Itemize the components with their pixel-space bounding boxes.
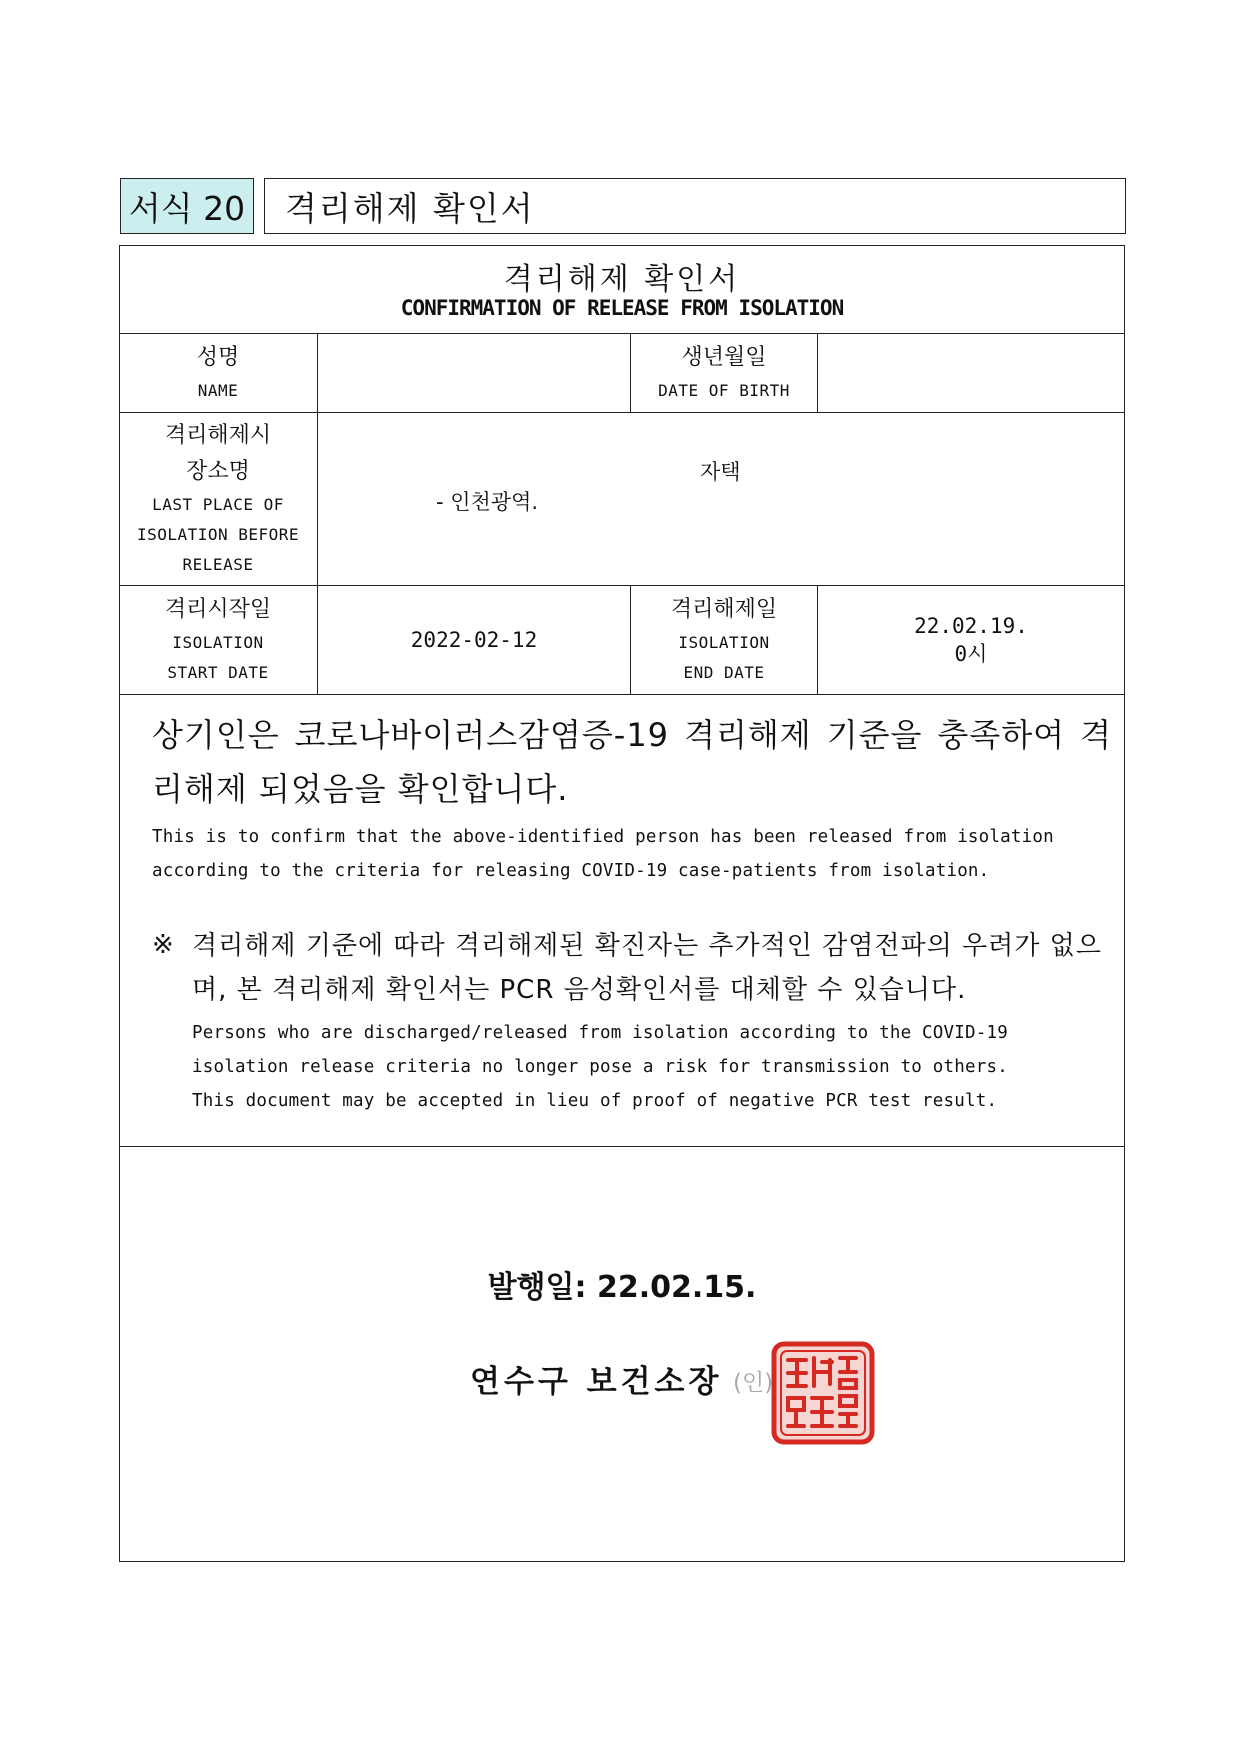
start-label-ko: 격리시작일 bbox=[164, 597, 272, 622]
start-label-en-1: ISOLATION bbox=[172, 633, 264, 652]
name-label-cell bbox=[119, 334, 317, 412]
divider bbox=[119, 694, 1125, 695]
form-number: 서식 20 bbox=[128, 188, 246, 228]
birth-value-cell bbox=[818, 334, 1124, 412]
note-mark: ※ bbox=[152, 930, 174, 960]
place-type-value: 자택 bbox=[700, 460, 741, 484]
place-label-en-3: RELEASE bbox=[182, 555, 254, 574]
place-label-ko-1: 격리해제시 bbox=[164, 423, 272, 448]
note-en bbox=[192, 1016, 1112, 1118]
end-label-en-1: ISOLATION bbox=[678, 633, 770, 652]
end-label-en-2: END DATE bbox=[683, 663, 765, 682]
place-label-ko-2: 장소명 bbox=[186, 459, 250, 484]
name-value-cell bbox=[318, 334, 630, 412]
place-label-en-1: LAST PLACE OF bbox=[152, 495, 284, 514]
place-label-cell bbox=[119, 413, 317, 585]
birth-label-cell bbox=[631, 334, 817, 412]
form-number-box bbox=[120, 178, 254, 234]
note-ko: 격리해제 기준에 따라 격리해제된 확진자는 추가적인 감염전파의 우려가 없으며, 본 격리해제 확인서는 PCR 음성확인서를 대체할 수 있습니다. bbox=[192, 931, 1102, 1005]
name-label-ko: 성명 bbox=[196, 345, 240, 370]
seal-mark-text: (인) bbox=[733, 1370, 774, 1396]
document-title-en: CONFIRMATION OF RELEASE FROM ISOLATION bbox=[400, 296, 844, 320]
place-label-en-2: ISOLATION BEFORE bbox=[136, 525, 300, 544]
name-label-en: NAME bbox=[197, 381, 239, 400]
form-title-box bbox=[264, 178, 1126, 234]
end-time-value: 0시 bbox=[954, 642, 988, 666]
note-en-line-1: Persons who are discharged/released from isolation according to the COVID-19 isolation release criteria no longer pose a risk for transmission to others. bbox=[192, 1023, 1008, 1077]
statement-ko: 상기인은 코로나바이러스감염증-19 격리해제 기준을 충족하여 격리해제 되었음을 확인합니다. bbox=[152, 716, 1112, 808]
place-region-value: - 인천광역. bbox=[436, 490, 539, 514]
issue-date: 발행일: 22.02.15. bbox=[487, 1270, 757, 1305]
end-label-ko: 격리해제일 bbox=[670, 597, 778, 622]
divider bbox=[119, 1146, 1125, 1147]
document-title-ko: 격리해제 확인서 bbox=[503, 262, 741, 297]
birth-label-en: DATE OF BIRTH bbox=[658, 381, 790, 400]
start-label-cell bbox=[119, 586, 317, 694]
statement-en: This is to confirm that the above-identified person has been released from isolation according to the criteria for releasing COVID-19 case-patients from isolation. bbox=[152, 827, 1054, 881]
end-value-cell bbox=[818, 586, 1124, 694]
issuer-name: 연수구 보건소장 bbox=[470, 1364, 723, 1400]
start-date-value: 2022-02-12 bbox=[410, 628, 538, 652]
start-label-en-2: START DATE bbox=[167, 663, 269, 682]
note-en-line-2: This document may be accepted in lieu of proof of negative PCR test result. bbox=[192, 1091, 998, 1111]
form-title: 격리해제 확인서 bbox=[285, 188, 535, 228]
end-label-cell bbox=[631, 586, 817, 694]
end-date-value: 22.02.19. bbox=[914, 614, 1028, 638]
start-value-cell bbox=[318, 586, 630, 694]
birth-label-ko: 생년월일 bbox=[681, 345, 767, 370]
official-seal-icon bbox=[770, 1340, 876, 1446]
